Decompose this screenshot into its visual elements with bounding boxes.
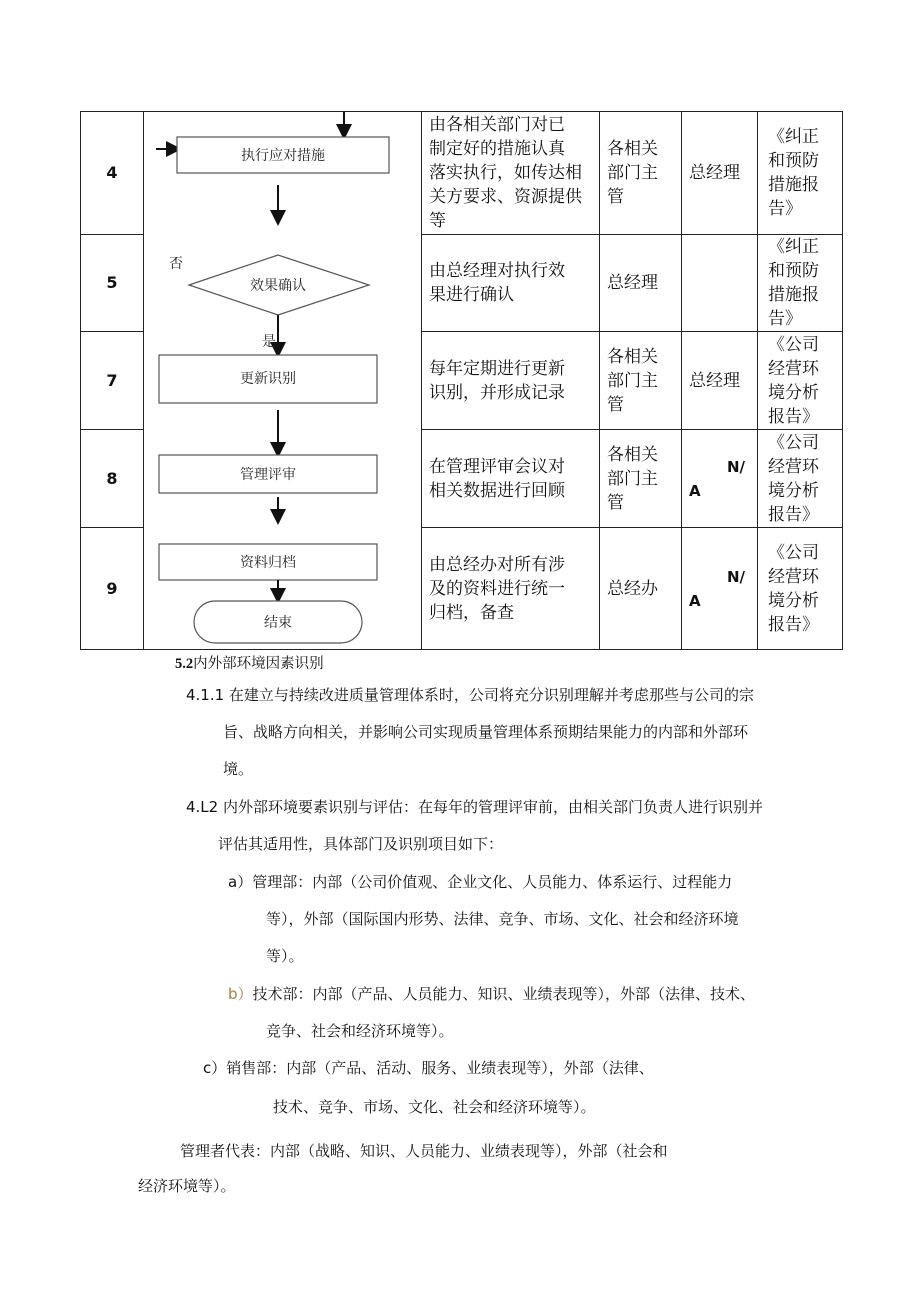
description: 每年定期进行更新 识别，并形成记录 [422,332,600,430]
record: 《纠正 和预防 措施报 告》 [758,112,843,235]
section-heading: 5.2内外部环境因素识别 [175,656,324,672]
department: 各相关 部门主 管 [600,430,682,528]
step-number: 5 [81,235,144,332]
description: 由总经办对所有涉 及的资料进行统一 归档，备查 [422,528,600,650]
description: 由各相关部门对已 制定好的措施认真 落实执行，如传达相 关方要求、资源提供 等 [422,112,600,235]
step-number: 9 [81,528,144,650]
item-a-line1: a）管理部：内部（公司价值观、企业文化、人员能力、体系运行、过程能力 [228,873,733,891]
item-c-line2: 技术、竞争、市场、文化、社会和经济环境等）。 [273,1098,596,1116]
responsible: 总经理 [682,332,758,430]
table-row [81,112,843,235]
management-rep-line2: 经济环境等）。 [138,1177,236,1195]
decision-yes-label: 是 [262,334,276,350]
item-b-line2: 竞争、社会和经济环境等）。 [266,1022,454,1040]
flowchart-cell [144,112,422,650]
process-label-update: 更新识别 [240,371,296,387]
description: 由总经理对执行效 果进行确认 [422,235,600,332]
item-a-line2: 等），外部（国际国内形势、法律、竞争、市场、文化、社会和经济环境 [266,910,739,928]
process-label-execute: 执行应对措施 [241,148,325,164]
decision-no-label: 否 [169,256,183,272]
decision-label: 效果确认 [250,278,306,294]
record: 《公司 经营环 境分析 报告》 [758,528,843,650]
management-rep-line1: 管理者代表：内部（战略、知识、人员能力、业绩表现等），外部（社会和 [180,1142,668,1160]
paragraph-411-line1: 4.1.1 在建立与持续改进质量管理体系时，公司将充分识别理解并考虑那些与公司的宗 [186,686,754,704]
terminal-label: 结束 [264,615,292,631]
department: 各相关 部门主 管 [600,332,682,430]
responsible-na: N/ A [682,430,758,528]
step-number: 8 [81,430,144,528]
record: 《公司 经营环 境分析 报告》 [758,430,843,528]
item-b-line1: b）技术部：内部（产品、人员能力、知识、业绩表现等），外部（法律、技术、 [228,985,756,1003]
paragraph-412-line2: 评估其适用性，具体部门及识别项目如下： [218,835,504,853]
paragraph-411-line3: 境。 [223,760,254,778]
description: 在管理评审会议对 相关数据进行回顾 [422,430,600,528]
department: 各相关 部门主 管 [600,112,682,235]
step-number: 4 [81,112,144,235]
process-flow-table [80,111,842,649]
flowchart [144,112,422,650]
item-a-line3: 等）。 [266,947,304,965]
process-label-archive: 资料归档 [240,555,296,571]
process-label-review: 管理评审 [240,467,296,483]
paragraph-411-line2: 旨、战略方向相关，并影响公司实现质量管理体系预期结果能力的内部和外部环 [223,723,749,741]
record: 《公司 经营环 境分析 报告》 [758,332,843,430]
item-c-line1: c）销售部：内部（产品、活动、服务、业绩表现等），外部（法律、 [203,1059,654,1077]
responsible: 总经理 [682,112,758,235]
department: 总经理 [600,235,682,332]
paragraph-412-line1: 4.L2 内外部环境要素识别与评估：在每年的管理评审前，由相关部门负责人进行识别并 [186,798,763,816]
record: 《纠正 和预防 措施报 告》 [758,235,843,332]
responsible-na: N/ A [682,528,758,650]
department: 总经办 [600,528,682,650]
responsible [682,235,758,332]
step-number: 7 [81,332,144,430]
